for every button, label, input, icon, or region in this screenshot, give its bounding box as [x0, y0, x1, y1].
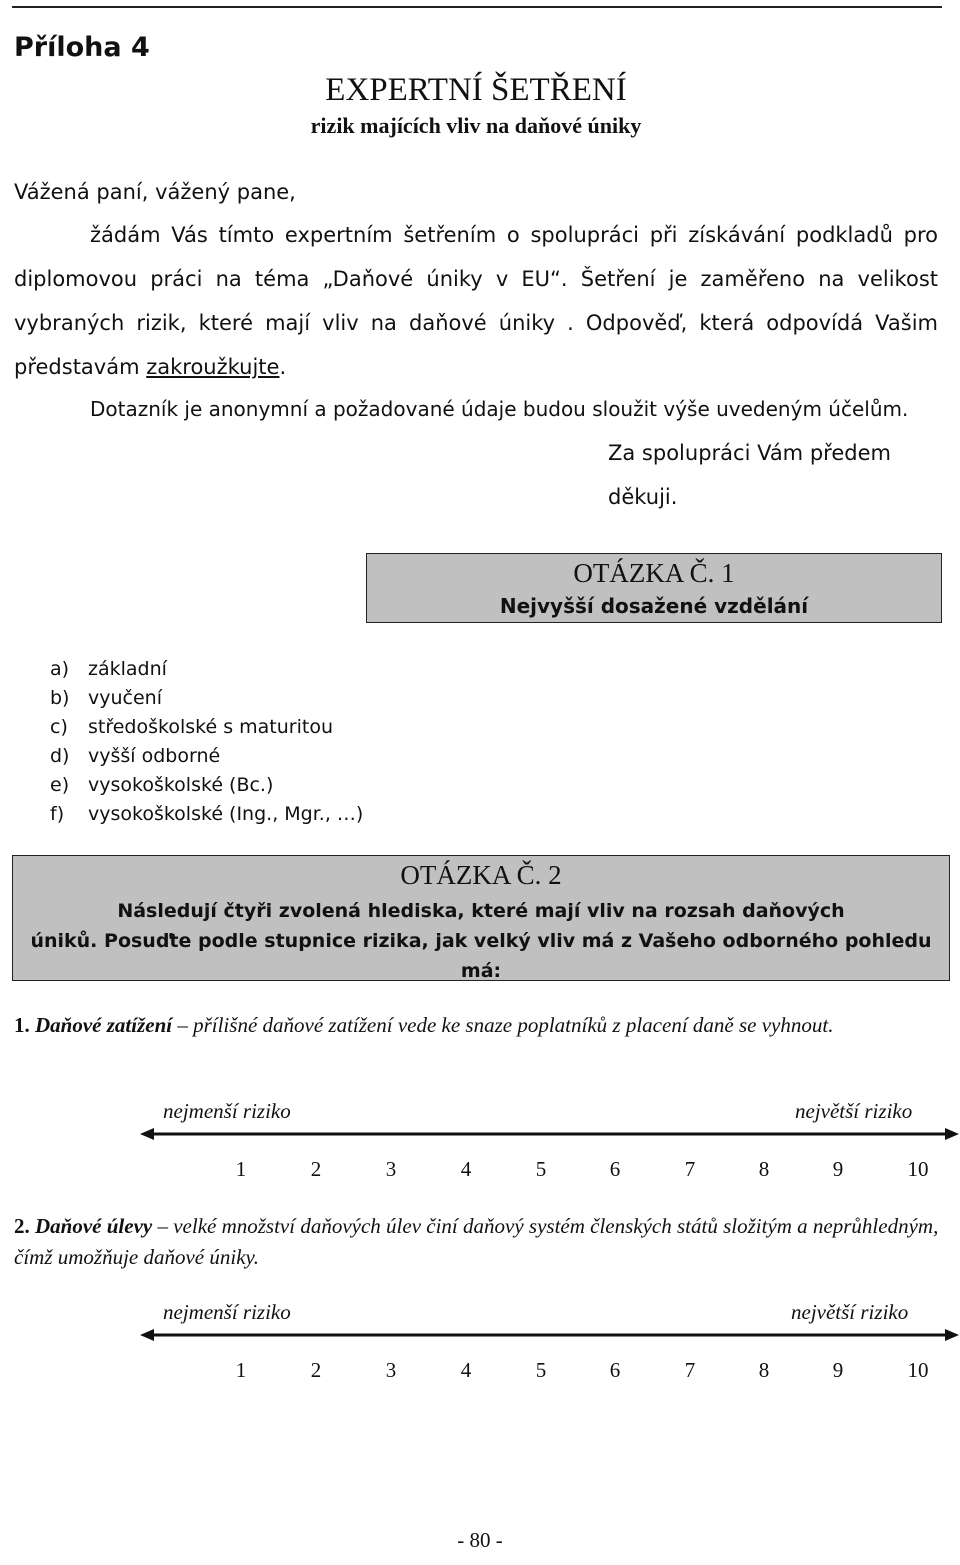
intro-line-3: vybraných rizik, které mají vliv na daňové úniky . Odpověď, která odpovídá Vašim	[14, 311, 938, 335]
item-2-scale-max: největší riziko	[791, 1300, 909, 1324]
item-2	[14, 1211, 940, 1273]
item-1-scale-8[interactable]: 8	[758, 1157, 770, 1181]
item-1-scale-3[interactable]: 3	[385, 1157, 397, 1181]
thanks-line-1: Za spolupráci Vám předem	[608, 441, 891, 465]
item-2-scale-numbers	[0, 1358, 960, 1386]
intro-line-1: žádám Vás tímto expertním šetřením o spolupráci při získávání podkladů pro	[90, 223, 938, 247]
item-1-number: 1.	[14, 1013, 30, 1037]
circle-instruction: zakroužkujte	[146, 355, 280, 379]
question-1-text: Nejvyšší dosažené vzdělání	[499, 594, 809, 618]
item-2-scale-7[interactable]: 7	[684, 1358, 696, 1382]
intro-prefix: představám	[14, 355, 147, 379]
item-2-scale-5[interactable]: 5	[535, 1358, 547, 1382]
item-1-scale-7[interactable]: 7	[684, 1157, 696, 1181]
item-2-scale-8[interactable]: 8	[758, 1358, 770, 1382]
option-d[interactable]: d) vyšší odborné	[50, 745, 221, 767]
intro-line-2: diplomovou práci na téma „Daňové úniky v EU“. Šetření je zaměřeno na velikost	[14, 267, 938, 291]
question-1-options	[50, 655, 363, 829]
option-e[interactable]: e) vysokoškolské (Bc.)	[50, 774, 274, 796]
item-1-scale-max: největší riziko	[795, 1099, 913, 1123]
item-2-desc: velké množství daňových úlev činí daňový systém členských států složitým a neprůhledným, čímž umožňuje daňové úniky.	[14, 1214, 939, 1269]
intro-line-4	[14, 355, 286, 379]
item-2-number: 2.	[14, 1214, 30, 1238]
greeting: Vážená paní, vážený pane,	[14, 180, 296, 204]
page-subtitle: rizik majících vliv na daňové úniky	[310, 113, 642, 138]
item-2-scale-9[interactable]: 9	[832, 1358, 844, 1382]
item-2-scale-1[interactable]: 1	[235, 1358, 247, 1382]
thanks-line-2: děkuji.	[608, 485, 678, 509]
item-2-scale-4[interactable]: 4	[460, 1358, 472, 1382]
top-rule	[12, 6, 942, 8]
item-2-scale-3[interactable]: 3	[385, 1358, 397, 1382]
question-2-line-1: Následují čtyři zvolená hlediska, které mají vliv na rozsah daňových	[117, 900, 845, 922]
item-1-scale-1[interactable]: 1	[235, 1157, 247, 1181]
anonymity-note: Dotazník je anonymní a požadované údaje budou sloužit výše uvedeným účelům.	[90, 397, 909, 421]
page-number: - 80 -	[457, 1528, 503, 1552]
option-a[interactable]: a) základní	[50, 658, 167, 680]
item-1-desc: přílišné daňové zatížení vede ke snaze poplatníků z placení daně se vyhnout.	[193, 1013, 834, 1037]
item-1-scale-5[interactable]: 5	[535, 1157, 547, 1181]
question-1-heading: OTÁZKA Č. 1	[573, 558, 735, 588]
item-1	[14, 1010, 940, 1041]
item-1-scale-9[interactable]: 9	[832, 1157, 844, 1181]
question-2-line-2: úniků. Posuďte podle stupnice rizika, jak velký vliv má z Vašeho odborného pohledu	[30, 930, 932, 952]
item-1-scale-arrow	[140, 1124, 960, 1144]
item-1-dash: –	[172, 1013, 194, 1037]
item-2-scale-10[interactable]: 10	[907, 1358, 929, 1382]
question-2-box	[12, 855, 950, 981]
option-b[interactable]: b) vyučení	[50, 687, 162, 709]
item-2-scale-2[interactable]: 2	[310, 1358, 322, 1382]
question-2-heading: OTÁZKA Č. 2	[400, 860, 562, 890]
question-1-box	[366, 553, 942, 623]
item-2-scale-6[interactable]: 6	[609, 1358, 621, 1382]
item-1-scale-min: nejmenší riziko	[163, 1099, 291, 1123]
question-2-line-3: má:	[460, 960, 502, 982]
option-c[interactable]: c) středoškolské s maturitou	[50, 716, 333, 738]
item-1-scale-6[interactable]: 6	[609, 1157, 621, 1181]
item-1-scale-2[interactable]: 2	[310, 1157, 322, 1181]
appendix-label: Příloha 4	[14, 32, 150, 63]
question-2-text	[13, 896, 949, 986]
item-1-scale-10[interactable]: 10	[907, 1157, 929, 1181]
item-2-name: Daňové úlevy	[35, 1214, 153, 1238]
item-1-name: Daňové zatížení	[35, 1013, 173, 1037]
page-title: EXPERTNÍ ŠETŘENÍ	[325, 72, 627, 108]
item-2-dash: –	[152, 1214, 174, 1238]
intro-suffix: .	[279, 355, 287, 379]
item-2-scale-arrow	[140, 1325, 960, 1345]
item-1-scale-4[interactable]: 4	[460, 1157, 472, 1181]
item-1-scale-numbers	[0, 1157, 960, 1185]
item-2-scale-min: nejmenší riziko	[163, 1300, 291, 1324]
option-f[interactable]: f) vysokoškolské (Ing., Mgr., …)	[50, 803, 364, 825]
